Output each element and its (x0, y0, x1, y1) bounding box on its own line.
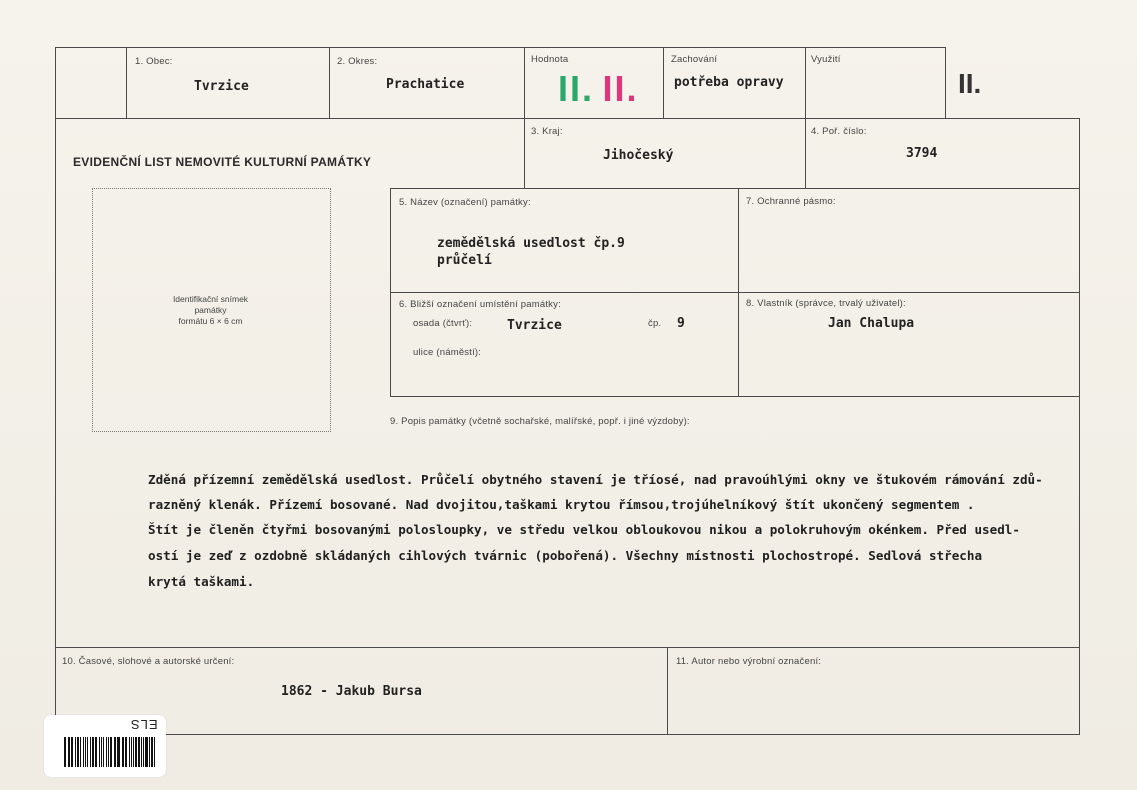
cislo-popisne-label: čp. (648, 318, 662, 329)
umisteni-label: 6. Bližší označení umístění památky: (399, 299, 561, 310)
okres-value: Prachatice (386, 77, 465, 92)
popis-line: ostí je zeď z ozdobně skládaných cihlových tvárnic (pobořená). Všechny místnosti plochostropé. Sedlová střecha (148, 548, 983, 563)
barcode-bar (129, 737, 130, 767)
barcode-bar (106, 737, 108, 767)
hodnota-label: Hodnota (531, 54, 569, 65)
obec-label: 1. Obec: (135, 56, 173, 67)
barcode-bar (108, 737, 109, 767)
hodnota-value (558, 68, 638, 110)
barcode-bar (90, 737, 91, 767)
popis-line: krytá taškami. (148, 574, 255, 589)
barcode-bar (141, 737, 142, 767)
rule (390, 188, 1079, 189)
barcode-bar (75, 737, 76, 767)
barcode (64, 737, 156, 767)
cislo-popisne-value: 9 (677, 316, 685, 331)
popis-line: Zděná přízemní zemědělská usedlost. Průčelí obytného stavení je tříosé, nad pravoúhlými okny ve štukovém rámování zdů- (148, 472, 1043, 487)
zachovani-label: Zachování (671, 54, 718, 65)
poradove-cislo-value: 3794 (906, 146, 938, 161)
barcode-bar (138, 737, 140, 767)
rule (945, 47, 946, 118)
casove-urceni-value: 1862 - Jakub Bursa (281, 684, 422, 699)
nazev-line-2: průčelí (437, 253, 492, 268)
rule (663, 47, 664, 118)
barcode-bar (99, 737, 100, 767)
rule (390, 292, 1079, 293)
ochranne-pasmo-label: 7. Ochranné pásmo: (746, 196, 836, 207)
vlastnik-label: 8. Vlastník (správce, trvalý uživatel): (746, 298, 906, 309)
barcode-bar (64, 737, 66, 767)
hodnota-grade-first: II. (558, 68, 595, 109)
okres-label: 2. Okres: (337, 56, 378, 67)
zachovani-value: potřeba opravy (674, 75, 784, 90)
rule (524, 47, 525, 188)
sticker-text: ELS (130, 717, 158, 732)
rule (329, 47, 330, 118)
rule (667, 647, 668, 735)
popis-line: Štít je členěn čtyřmi bosovanými polosloupky, ve středu velkou obloukovou nikou a polokruhovým okénkem. Před usedl- (148, 522, 1020, 537)
barcode-bar (114, 737, 115, 767)
photo-caption (92, 294, 329, 327)
rule (55, 118, 1080, 119)
photo-caption-line: formátu 6 × 6 cm (178, 316, 243, 326)
kraj-value: Jihočeský (603, 148, 674, 163)
nazev-line-1: zemědělská usedlost čp.9 (437, 236, 625, 251)
popis-label: 9. Popis památky (včetně sochařské, malířské, popř. i jiné výzdoby): (390, 416, 690, 427)
barcode-bar (145, 737, 147, 767)
casove-urceni-label: 10. Časové, slohové a autorské určení: (62, 656, 235, 667)
barcode-bar (143, 737, 144, 767)
barcode-bar (77, 737, 79, 767)
popis-line: razněný klenák. Přízemí bosované. Nad dvojitou,taškami krytou římsou,trojúhelníkový štít ukončený segmentem . (148, 497, 975, 512)
kraj-label: 3. Kraj: (531, 126, 563, 137)
ulice-label: ulice (náměstí): (413, 347, 482, 358)
rule (55, 47, 56, 735)
rule (55, 47, 945, 48)
autor-label: 11. Autor nebo výrobní označení: (676, 656, 822, 667)
photo-caption-line: Identifikační snímek (172, 294, 249, 304)
rule (390, 396, 1079, 397)
barcode-bar (83, 737, 84, 767)
osada-value: Tvrzice (507, 318, 562, 333)
vyuziti-value: II. (958, 68, 982, 99)
barcode-bar (103, 737, 104, 767)
rule (55, 647, 1080, 648)
form-title: EVIDENČNÍ LIST NEMOVITÉ KULTURNÍ PAMÁTKY (73, 155, 372, 169)
barcode-bar (69, 737, 70, 767)
barcode-bar (101, 737, 102, 767)
barcode-bar (85, 737, 87, 767)
barcode-bar (151, 737, 153, 767)
barcode-bar (92, 737, 94, 767)
barcode-bar (125, 737, 127, 767)
obec-value: Tvrzice (194, 79, 249, 94)
vlastnik-value: Jan Chalupa (828, 316, 915, 331)
barcode-bar (71, 737, 73, 767)
barcode-bar (135, 737, 137, 767)
nazev-label: 5. Název (označení) památky: (399, 197, 531, 208)
barcode-bar (122, 737, 123, 767)
barcode-bar (149, 737, 150, 767)
barcode-bar (123, 737, 124, 767)
barcode-bar (131, 737, 132, 767)
barcode-bar (95, 737, 97, 767)
rule (55, 734, 1080, 735)
rule (126, 47, 127, 118)
barcode-bar (80, 737, 81, 767)
vyuziti-label: Využití (811, 54, 841, 65)
osada-label: osada (čtvrť): (413, 318, 473, 329)
barcode-bar (117, 737, 119, 767)
barcode-bar (154, 737, 155, 767)
barcode-bar (110, 737, 112, 767)
barcode-bar (115, 737, 116, 767)
barcode-sticker (44, 715, 166, 777)
barcode-bar (133, 737, 134, 767)
hodnota-grade-second: II. (602, 68, 639, 109)
barcode-bar (87, 737, 88, 767)
rule (1079, 118, 1080, 735)
photo-caption-line: památky (194, 305, 227, 315)
poradove-cislo-label: 4. Poř. číslo: (811, 126, 867, 137)
barcode-bar (68, 737, 69, 767)
rule (805, 47, 806, 188)
